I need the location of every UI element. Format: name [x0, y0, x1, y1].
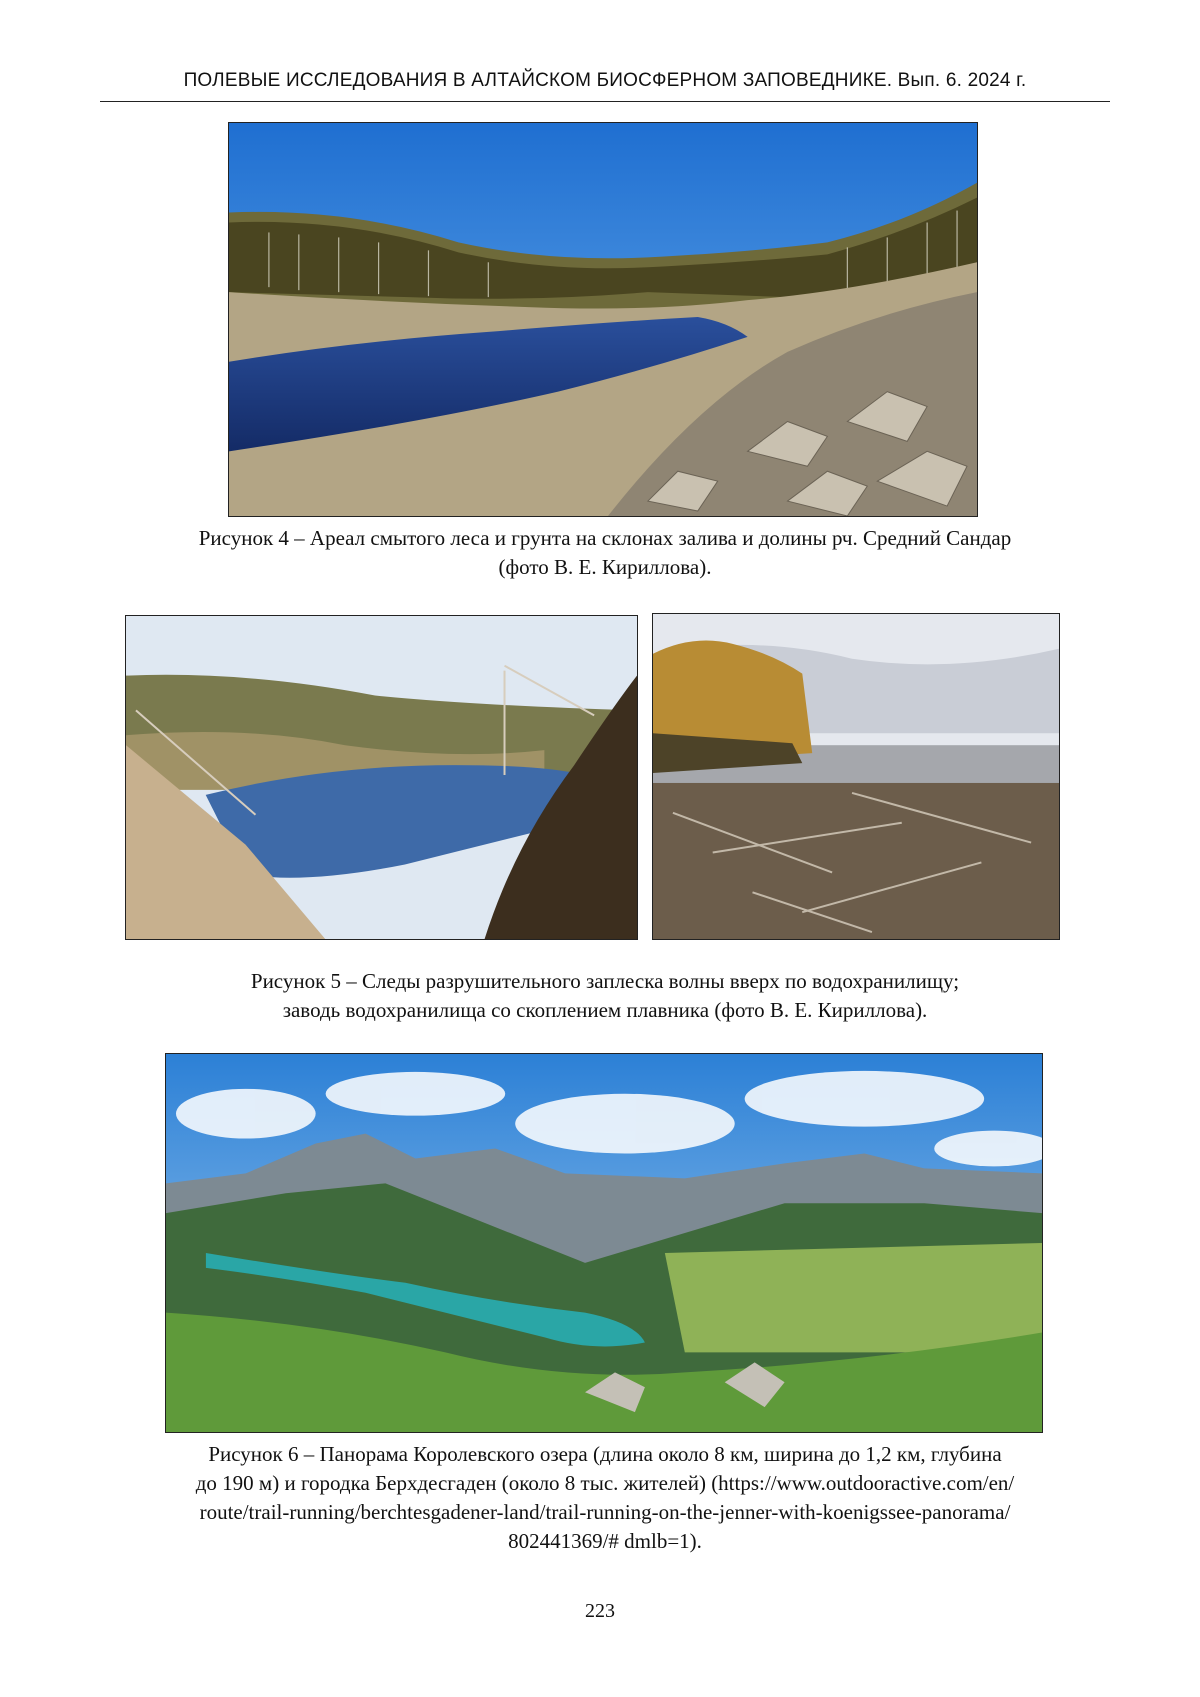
figure-6-photo [165, 1053, 1043, 1433]
figure-6-caption [100, 1440, 1110, 1556]
header-rule [100, 101, 1110, 102]
figure-4-caption [100, 524, 1110, 582]
caption-line: 802441369/# dmlb=1). [508, 1529, 702, 1553]
caption-line: Рисунок 5 – Следы разрушительного заплеска волны вверх по водохранилищу; [250, 969, 960, 993]
running-header: ПОЛЕВЫЕ ИССЛЕДОВАНИЯ В АЛТАЙСКОМ БИОСФЕРНОМ ЗАПОВЕДНИКЕ. Вып. 6. 2024 г. [183, 70, 1027, 91]
caption-line: route/trail-running/berchtesgadener-land/trail-running-on-the-jenner-with-koenigssee-panorama/ [199, 1500, 1011, 1524]
figure-5-caption [100, 967, 1110, 1025]
caption-line: Рисунок 4 – Ареал смытого леса и грунта на склонах залива и долины рч. Средний Сандар [198, 526, 1012, 550]
caption-line: Рисунок 6 – Панорама Королевского озера (длина около 8 км, ширина до 1,2 км, глубина [208, 1442, 1002, 1466]
figure-4-photo [228, 122, 978, 517]
page-number: 223 [585, 1600, 615, 1622]
caption-line: (фото В. Е. Кириллова). [498, 555, 712, 579]
caption-line: до 190 м) и городка Берхдесгаден (около 8 тыс. жителей) (https://www.outdooractive.com/en/ [195, 1471, 1015, 1495]
figure-5-left-photo [125, 615, 638, 940]
caption-line: заводь водохранилища со скоплением плавника (фото В. Е. Кириллова). [282, 998, 928, 1022]
figure-5-right-photo [652, 613, 1060, 940]
